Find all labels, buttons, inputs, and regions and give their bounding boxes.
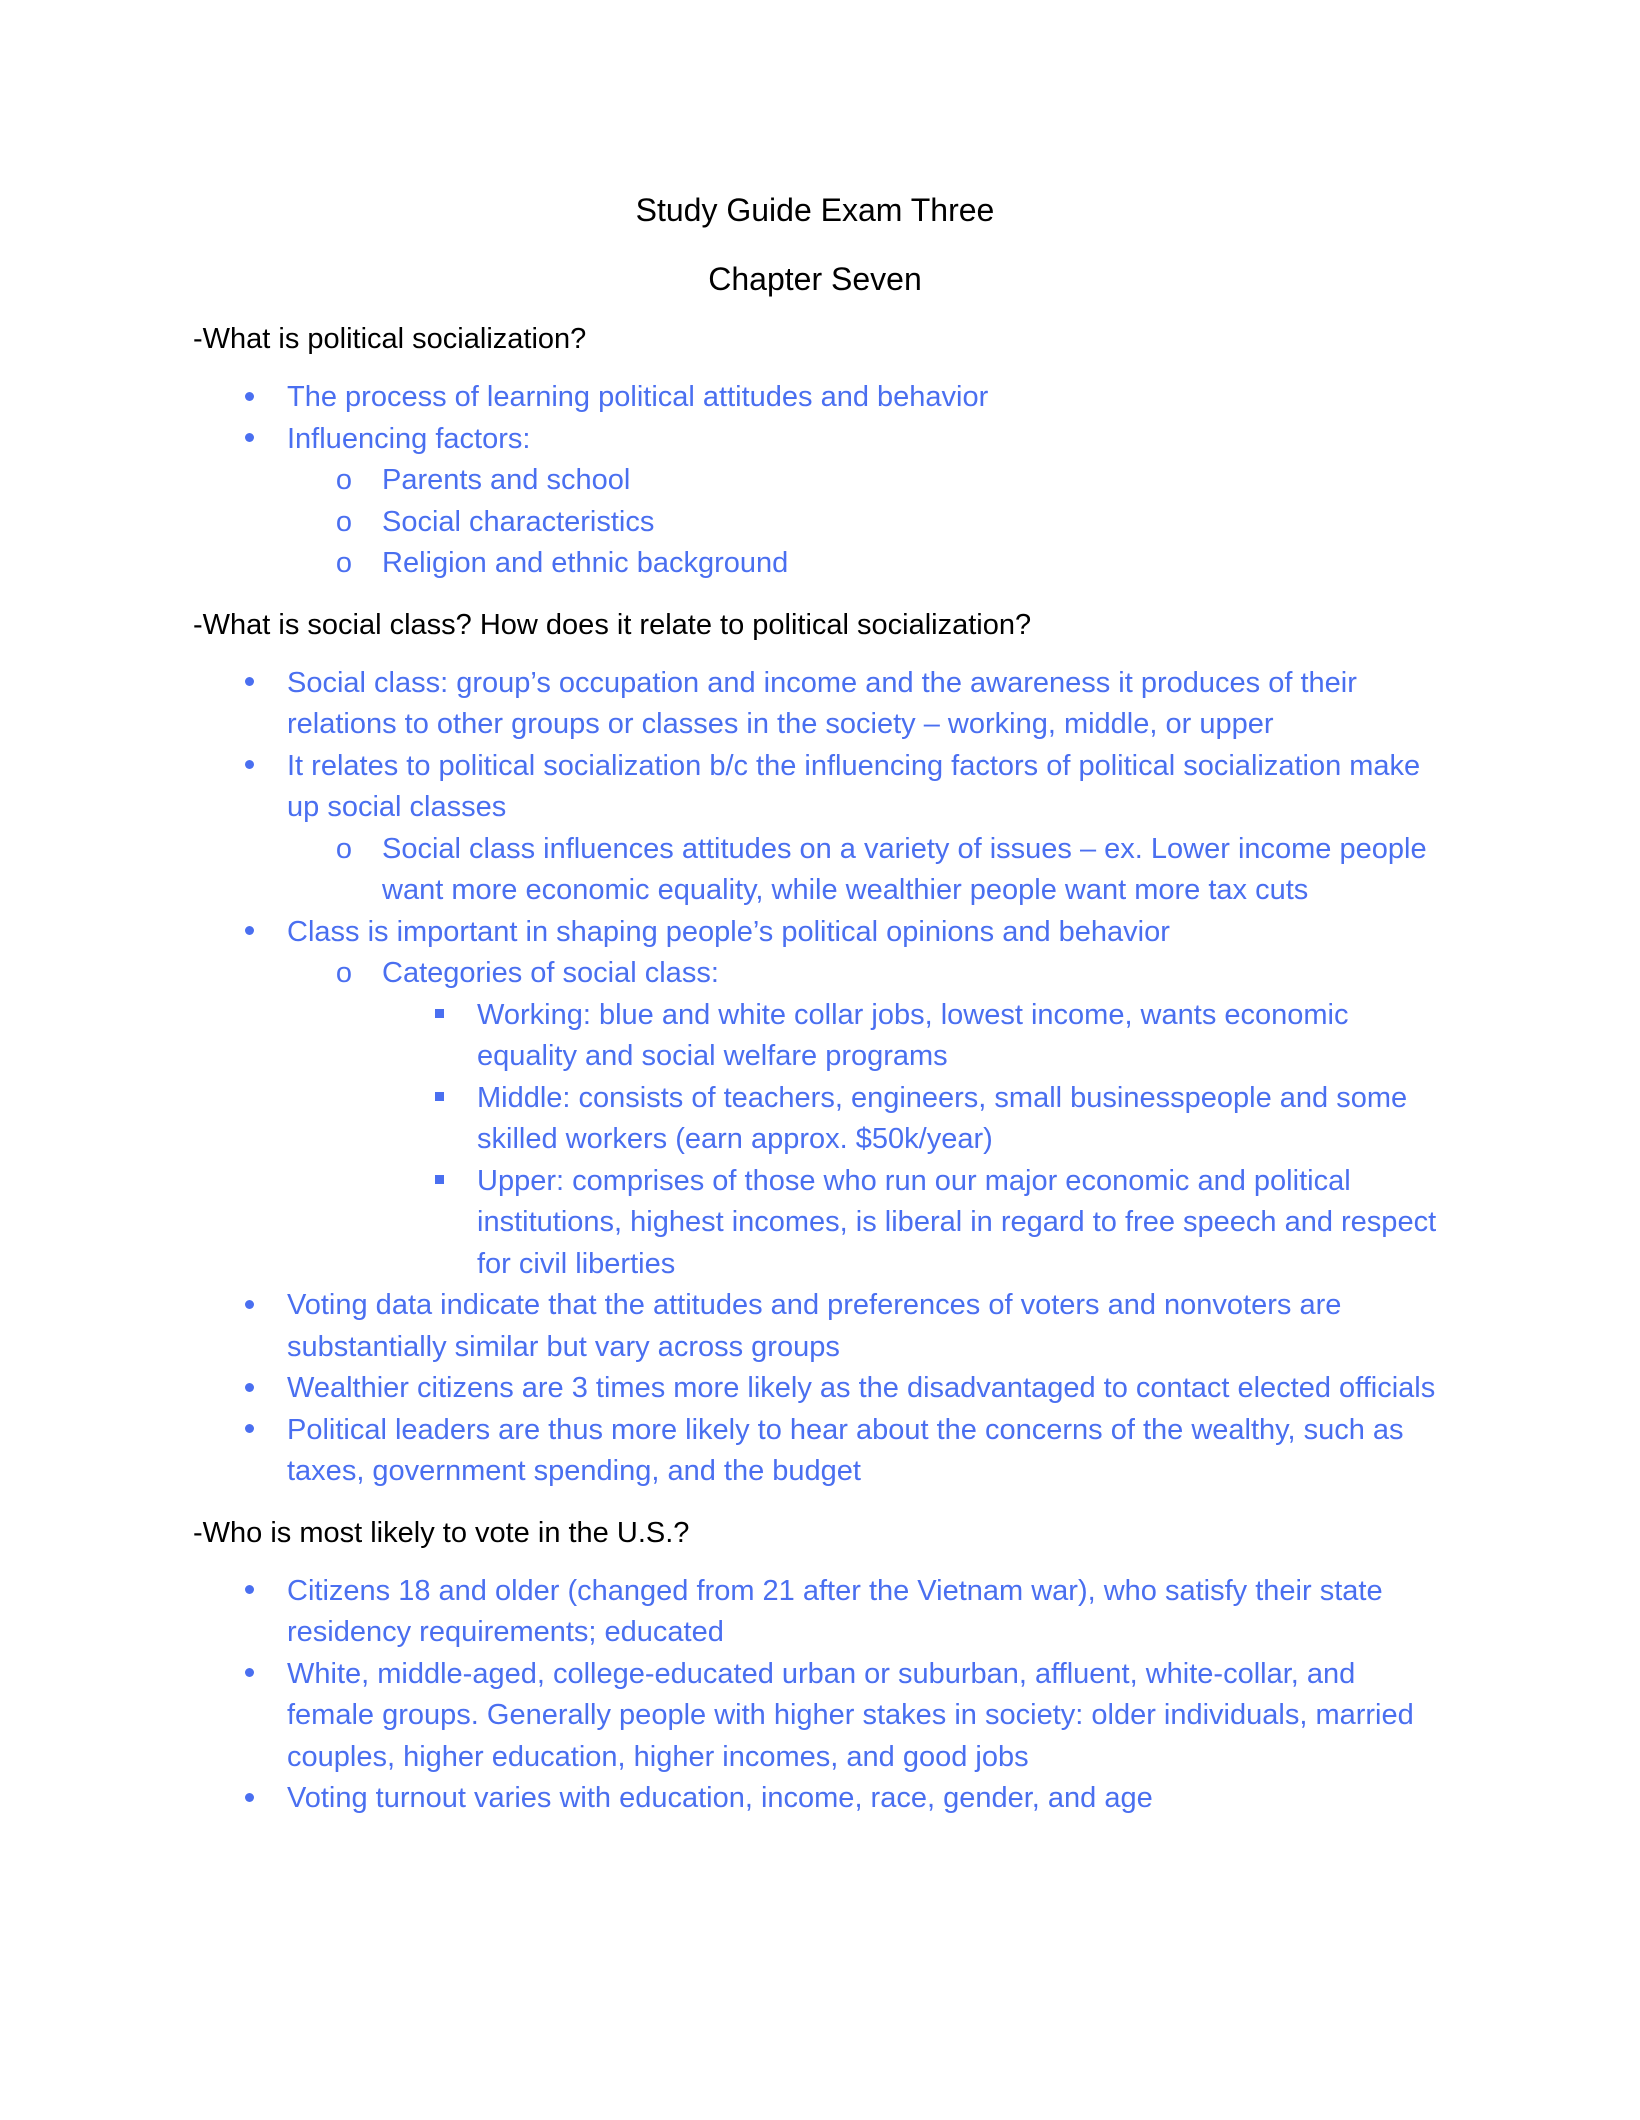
circle-bullet-icon: o	[335, 832, 353, 865]
bullet-list	[193, 663, 1443, 1493]
list-item	[193, 1368, 1443, 1410]
list-item	[193, 1778, 1443, 1820]
sub-list	[287, 829, 1443, 912]
list-item-text: Citizens 18 and older (changed from 21 after the Vietnam war), who satisfy their state residency requirements; educated	[287, 1574, 1383, 1648]
sub-sub-list-item-text: Working: blue and white collar jobs, lowest income, wants economic equality and social welfare programs	[477, 998, 1349, 1072]
list-item	[193, 419, 1443, 585]
sub-list-item	[287, 460, 1443, 502]
sub-sub-list-item-text: Middle: consists of teachers, engineers, small businesspeople and some skilled workers (earn approx. $50k/year)	[477, 1081, 1408, 1155]
list-item-text: Wealthier citizens are 3 times more likely as the disadvantaged to contact elected officials	[287, 1372, 1436, 1404]
sub-sub-list-item-text: Upper: comprises of those who run our major economic and political institutions, highest incomes, is liberal in regard to free speech and respect for civil liberties	[477, 1164, 1437, 1280]
circle-bullet-icon: o	[335, 547, 353, 579]
sub-list-item-text: Categories of social class:	[382, 957, 719, 989]
sub-list-item	[287, 953, 1443, 1285]
section-question: -What is social class? How does it relate to political socialization?	[193, 608, 1032, 641]
document-title: Study Guide Exam Three	[635, 192, 995, 228]
bullet-icon	[239, 1654, 259, 1696]
sub-sub-list	[382, 995, 1443, 1286]
list-item	[193, 1654, 1443, 1779]
square-bullet-icon	[432, 1078, 446, 1120]
sub-sub-list-item	[382, 1078, 1443, 1161]
document-subtitle: Chapter Seven	[708, 261, 922, 297]
sub-list	[287, 460, 1443, 585]
bullet-list	[193, 1571, 1443, 1820]
list-item-text: White, middle-aged, college-educated urban or suburban, affluent, white-collar, and female groups. Generally people with higher stakes in society: older individuals, married couples, higher education, higher incomes, and good jobs	[287, 1657, 1414, 1773]
list-item-text: Voting turnout varies with education, income, race, gender, and age	[287, 1782, 1153, 1814]
sub-list-item	[287, 502, 1443, 544]
sub-list-item-text: Parents and school	[382, 464, 631, 496]
sub-sub-list-item	[382, 1161, 1443, 1286]
bullet-icon	[239, 1368, 259, 1410]
list-item-text: Social class: group’s occupation and income and the awareness it produces of their relations to other groups or classes in the society – working, middle, or upper	[287, 666, 1357, 740]
square-bullet-icon	[432, 1161, 446, 1203]
circle-bullet-icon: o	[335, 505, 353, 538]
section-question: -What is political socialization?	[193, 323, 587, 355]
bullet-icon	[239, 1778, 259, 1820]
sub-list-item	[287, 829, 1443, 912]
list-item	[193, 912, 1443, 1286]
square-bullet-icon	[432, 995, 446, 1037]
sub-list-item-text: Social class influences attitudes on a variety of issues – ex. Lower income people want more economic equality, while wealthier people want more tax cuts	[382, 832, 1427, 906]
list-item-text: Class is important in shaping people’s political opinions and behavior	[287, 915, 1170, 948]
list-item	[193, 377, 1443, 419]
bullet-icon	[239, 419, 259, 461]
sub-sub-list-item	[382, 995, 1443, 1078]
bullet-icon	[239, 1285, 259, 1327]
list-item-text: It relates to political socialization b/c the influencing factors of political socialization make up social classes	[287, 749, 1421, 823]
document-content	[193, 188, 1443, 1840]
sub-list	[287, 953, 1443, 1285]
bullet-icon	[239, 663, 259, 705]
bullet-icon	[239, 377, 259, 419]
list-item	[193, 1571, 1443, 1654]
list-item	[193, 1410, 1443, 1493]
circle-bullet-icon: o	[335, 464, 353, 496]
list-item-text: Influencing factors:	[287, 422, 531, 455]
list-item-text: The process of learning political attitudes and behavior	[287, 381, 989, 413]
bullet-list	[193, 377, 1443, 585]
sub-list-item-text: Social characteristics	[382, 505, 655, 538]
list-item	[193, 663, 1443, 746]
bullet-icon	[239, 746, 259, 788]
sub-list-item	[287, 543, 1443, 585]
list-item	[193, 1285, 1443, 1368]
bullet-icon	[239, 1571, 259, 1613]
list-item	[193, 746, 1443, 912]
list-item-text: Political leaders are thus more likely to hear about the concerns of the wealthy, such as taxes, government spending, and the budget	[287, 1413, 1404, 1487]
section-question: -Who is most likely to vote in the U.S.?	[193, 1516, 690, 1549]
sub-list-item-text: Religion and ethnic background	[382, 547, 789, 579]
circle-bullet-icon: o	[335, 957, 353, 989]
list-item-text: Voting data indicate that the attitudes and preferences of voters and nonvoters are substantially similar but vary across groups	[287, 1289, 1342, 1363]
bullet-icon	[239, 1410, 259, 1452]
bullet-icon	[239, 912, 259, 954]
